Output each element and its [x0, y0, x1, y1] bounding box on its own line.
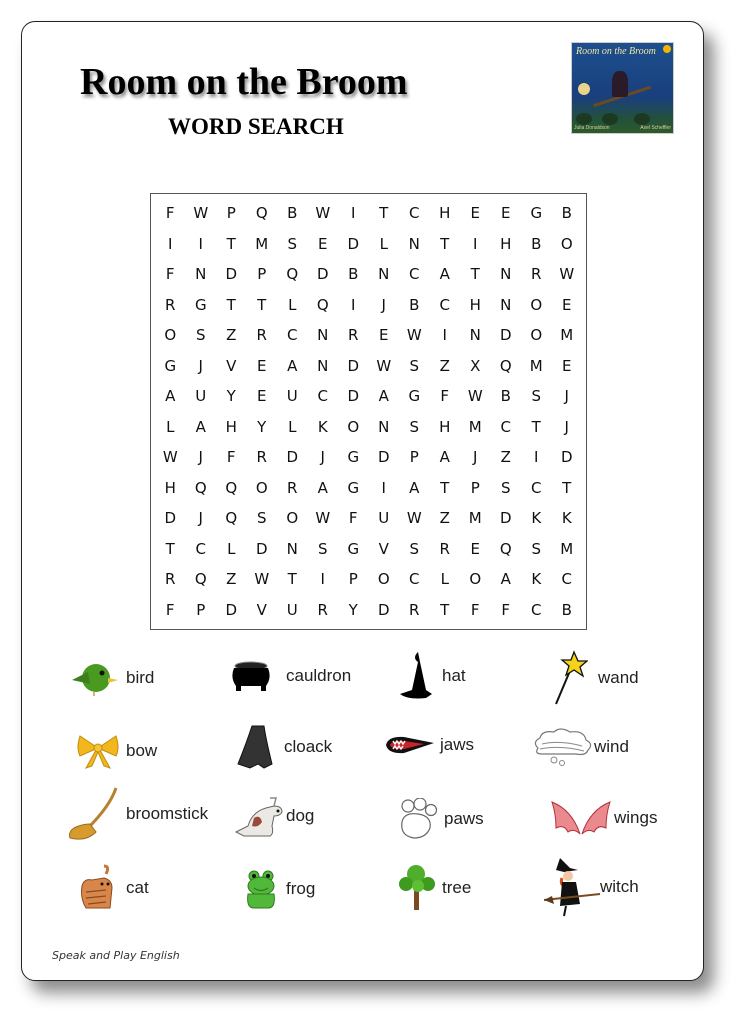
grid-cell[interactable]: O: [530, 326, 543, 345]
grid-cell[interactable]: J: [564, 417, 569, 436]
cloak-icon: [234, 724, 274, 770]
grid-cell[interactable]: D: [377, 600, 390, 619]
grid-cell[interactable]: K: [531, 570, 542, 589]
grid-cell[interactable]: E: [470, 539, 480, 558]
grid-cell[interactable]: J: [320, 448, 325, 467]
word-label: tree: [442, 878, 472, 897]
grid-cell[interactable]: F: [165, 204, 175, 223]
grid-cell[interactable]: P: [409, 448, 419, 467]
word-item-wand: [550, 650, 639, 706]
cover-authors: Julia Donaldson Axel Scheffler: [574, 125, 671, 131]
grid-cell[interactable]: R: [348, 326, 359, 345]
word-item-paws: [398, 798, 484, 840]
grid-cell[interactable]: W: [406, 509, 422, 528]
grid-cell[interactable]: S: [317, 539, 328, 558]
grid-cell[interactable]: I: [351, 295, 356, 314]
witch-icon: [542, 856, 602, 918]
bird-icon: [70, 658, 122, 698]
grid-cell[interactable]: Q: [286, 265, 299, 284]
grid-cell[interactable]: C: [531, 600, 542, 619]
grid-cell[interactable]: N: [500, 265, 512, 284]
grid-cell[interactable]: E: [257, 387, 267, 406]
cover-title: Room on the Broom: [576, 46, 656, 57]
grid-cell[interactable]: Y: [257, 417, 267, 436]
grid-cell[interactable]: T: [531, 417, 541, 436]
word-item-wind: [530, 726, 629, 768]
grid-cell[interactable]: W: [376, 356, 392, 375]
word-item-bird: [70, 658, 154, 698]
grid-cell[interactable]: O: [469, 570, 482, 589]
grid-cell[interactable]: T: [440, 478, 450, 497]
grid-cell[interactable]: J: [564, 387, 569, 406]
grid-cell[interactable]: I: [534, 448, 539, 467]
grid-cell[interactable]: O: [347, 417, 360, 436]
grid-cell[interactable]: G: [530, 204, 543, 223]
grid-cell[interactable]: A: [409, 478, 420, 497]
grid-cell[interactable]: Y: [348, 600, 358, 619]
grid-cell[interactable]: T: [287, 570, 297, 589]
grid-cell[interactable]: H: [225, 417, 237, 436]
grid-cell[interactable]: R: [256, 448, 267, 467]
worksheet-page: [21, 21, 704, 981]
grid-cell[interactable]: C: [409, 204, 420, 223]
grid-cell[interactable]: R: [439, 539, 450, 558]
witch-hat-icon: [398, 650, 436, 702]
grid-cell[interactable]: Q: [499, 539, 512, 558]
grid-cell[interactable]: N: [195, 265, 207, 284]
grid-cell[interactable]: A: [165, 387, 176, 406]
grid-cell[interactable]: W: [467, 387, 483, 406]
grid-cell[interactable]: Z: [226, 326, 237, 345]
grid-cell[interactable]: P: [470, 478, 480, 497]
grid-cell[interactable]: R: [165, 570, 176, 589]
word-item-cloack: [234, 724, 332, 770]
word-label: cat: [126, 878, 149, 897]
grid-cell[interactable]: A: [439, 448, 450, 467]
word-label: wand: [598, 668, 639, 687]
grid-cell[interactable]: U: [286, 600, 298, 619]
word-item-hat: [398, 650, 466, 702]
grid-cell[interactable]: C: [439, 295, 450, 314]
grid-cell[interactable]: S: [531, 539, 542, 558]
frog-icon: [244, 868, 278, 910]
grid-cell[interactable]: C: [317, 387, 328, 406]
page-title: Room on the Broom: [80, 61, 408, 103]
grid-cell[interactable]: M: [529, 356, 543, 375]
grid-cell[interactable]: Q: [499, 356, 512, 375]
grid-cell[interactable]: I: [381, 478, 386, 497]
grid-cell[interactable]: N: [317, 356, 329, 375]
grid-cell[interactable]: B: [500, 387, 511, 406]
grid-cell[interactable]: T: [470, 265, 480, 284]
word-item-tree: [398, 864, 471, 912]
grid-cell[interactable]: A: [287, 356, 298, 375]
grid-cell[interactable]: D: [347, 387, 360, 406]
grid-cell[interactable]: G: [408, 387, 421, 406]
grid-cell[interactable]: C: [287, 326, 298, 345]
broomstick-icon: [66, 786, 120, 842]
grid-cell[interactable]: M: [560, 539, 574, 558]
grid-cell[interactable]: R: [531, 265, 542, 284]
grid-cell[interactable]: G: [347, 448, 360, 467]
word-item-cat: [76, 864, 149, 912]
grid-cell[interactable]: O: [560, 234, 573, 253]
grid-cell[interactable]: K: [317, 417, 328, 436]
grid-cell[interactable]: O: [255, 478, 268, 497]
grid-cell[interactable]: L: [227, 539, 236, 558]
grid-cell[interactable]: B: [287, 204, 298, 223]
grid-cell[interactable]: T: [257, 295, 267, 314]
grid-cell[interactable]: S: [409, 539, 420, 558]
grid-cell[interactable]: D: [499, 326, 512, 345]
grid-cell[interactable]: T: [440, 234, 450, 253]
grid-cell[interactable]: N: [378, 417, 390, 436]
grid-cell[interactable]: I: [351, 204, 356, 223]
grid-cell[interactable]: F: [348, 509, 358, 528]
grid-cell[interactable]: R: [317, 600, 328, 619]
grid-cell[interactable]: R: [409, 600, 420, 619]
grid-cell[interactable]: L: [288, 295, 297, 314]
grid-cell[interactable]: S: [256, 509, 267, 528]
grid-cell[interactable]: W: [315, 509, 331, 528]
grid-cell[interactable]: J: [381, 295, 386, 314]
grid-cell[interactable]: Y: [226, 387, 236, 406]
grid-cell[interactable]: R: [256, 326, 267, 345]
grid-cell[interactable]: H: [439, 204, 451, 223]
word-label: dog: [286, 806, 315, 825]
footer-credit: Speak and Play English: [52, 949, 180, 962]
grid-cell[interactable]: S: [531, 387, 542, 406]
bow-icon: [76, 732, 120, 770]
grid-cell[interactable]: C: [195, 539, 206, 558]
grid-cell[interactable]: K: [561, 509, 572, 528]
grid-cell[interactable]: Z: [226, 570, 237, 589]
grid-cell[interactable]: D: [164, 509, 177, 528]
grid-cell[interactable]: E: [501, 204, 511, 223]
grid-cell[interactable]: F: [440, 387, 450, 406]
grid-cell[interactable]: V: [226, 356, 237, 375]
grid-cell[interactable]: P: [226, 204, 236, 223]
grid-cell[interactable]: G: [164, 356, 177, 375]
word-item-witch: [542, 856, 639, 918]
grid-cell[interactable]: W: [162, 448, 178, 467]
grid-cell[interactable]: Z: [439, 356, 450, 375]
paw-icon: [398, 798, 438, 840]
grid-cell[interactable]: V: [256, 600, 267, 619]
grid-cell[interactable]: R: [165, 295, 176, 314]
grid-cell[interactable]: A: [500, 570, 511, 589]
grid-cell[interactable]: O: [530, 295, 543, 314]
word-label: hat: [442, 666, 466, 685]
word-list: [22, 22, 703, 980]
word-label: cauldron: [286, 666, 352, 685]
grid-cell[interactable]: Z: [500, 448, 511, 467]
grid-cell[interactable]: C: [561, 570, 572, 589]
grid-cell[interactable]: R: [287, 478, 298, 497]
grid-cell[interactable]: A: [195, 417, 206, 436]
grid-cell[interactable]: H: [500, 234, 512, 253]
grid-cell[interactable]: L: [166, 417, 175, 436]
grid-cell[interactable]: J: [198, 448, 203, 467]
word-label: broomstick: [126, 804, 209, 823]
grid-cell[interactable]: O: [164, 326, 177, 345]
grid-cell[interactable]: E: [379, 326, 389, 345]
word-item-wings: [550, 800, 657, 836]
grid-cell[interactable]: G: [347, 478, 360, 497]
grid-cell[interactable]: T: [440, 600, 450, 619]
word-label: wind: [594, 737, 629, 756]
grid-cell[interactable]: D: [225, 265, 238, 284]
grid-cell[interactable]: T: [226, 295, 236, 314]
wind-icon: [530, 726, 594, 768]
grid-cell[interactable]: N: [286, 539, 298, 558]
grid-cell[interactable]: Q: [194, 478, 207, 497]
grid-cell[interactable]: P: [196, 600, 206, 619]
grid-cell[interactable]: B: [409, 295, 420, 314]
grid-cell[interactable]: J: [198, 356, 203, 375]
word-item-dog: [234, 794, 314, 838]
grid-cell[interactable]: D: [347, 234, 360, 253]
grid-cell[interactable]: Q: [255, 204, 268, 223]
word-label: wings: [614, 808, 658, 827]
grid-cell[interactable]: C: [409, 265, 420, 284]
grid-cell[interactable]: Q: [194, 570, 207, 589]
grid-cell[interactable]: A: [317, 478, 328, 497]
wand-icon: [550, 650, 588, 706]
grid-cell[interactable]: I: [198, 234, 203, 253]
grid-cell[interactable]: S: [195, 326, 206, 345]
grid-cell[interactable]: U: [195, 387, 207, 406]
grid-cell[interactable]: N: [378, 265, 390, 284]
grid-cell[interactable]: F: [470, 600, 480, 619]
grid-cell[interactable]: K: [531, 509, 542, 528]
grid-cell[interactable]: T: [226, 234, 236, 253]
jaws-icon: [384, 734, 436, 756]
grid-cell[interactable]: Q: [316, 295, 329, 314]
grid-cell[interactable]: Q: [225, 509, 238, 528]
grid-cell[interactable]: G: [347, 539, 360, 558]
word-item-jaws: [384, 734, 474, 756]
grid-cell[interactable]: O: [377, 570, 390, 589]
grid-cell[interactable]: I: [320, 570, 325, 589]
grid-cell[interactable]: C: [409, 570, 420, 589]
grid-cell[interactable]: B: [348, 265, 359, 284]
grid-cell[interactable]: W: [315, 204, 331, 223]
grid-cell[interactable]: V: [378, 539, 389, 558]
grid-cell[interactable]: D: [347, 356, 360, 375]
grid-cell[interactable]: H: [469, 295, 481, 314]
grid-cell[interactable]: U: [378, 509, 390, 528]
grid-cell[interactable]: E: [470, 204, 480, 223]
grid-cell[interactable]: H: [439, 417, 451, 436]
grid-cell[interactable]: D: [225, 600, 238, 619]
grid-cell[interactable]: F: [226, 448, 236, 467]
cat-icon: [76, 864, 116, 912]
grid-cell[interactable]: F: [165, 600, 175, 619]
grid-cell[interactable]: J: [473, 448, 478, 467]
grid-cell[interactable]: J: [198, 509, 203, 528]
grid-cell[interactable]: G: [194, 295, 207, 314]
grid-cell[interactable]: E: [562, 295, 572, 314]
grid-cell[interactable]: L: [379, 234, 388, 253]
word-label: paws: [444, 809, 484, 828]
grid-cell[interactable]: O: [286, 509, 299, 528]
grid-cell[interactable]: W: [254, 570, 270, 589]
grid-cell[interactable]: B: [561, 204, 572, 223]
grid-cell[interactable]: M: [468, 509, 482, 528]
wings-icon: [550, 800, 612, 836]
grid-cell[interactable]: E: [562, 356, 572, 375]
word-label: bow: [126, 741, 158, 760]
dog-icon: [234, 794, 286, 838]
grid-cell[interactable]: A: [378, 387, 389, 406]
grid-cell[interactable]: L: [440, 570, 449, 589]
grid-cell[interactable]: C: [500, 417, 511, 436]
grid-cell[interactable]: S: [287, 234, 298, 253]
grid-cell[interactable]: N: [500, 295, 512, 314]
grid-cell[interactable]: B: [531, 234, 542, 253]
grid-cell[interactable]: D: [316, 265, 329, 284]
grid-cell[interactable]: P: [348, 570, 358, 589]
grid-cell[interactable]: S: [409, 417, 420, 436]
grid-cell[interactable]: S: [409, 356, 420, 375]
page-subtitle: WORD SEARCH: [168, 114, 344, 139]
tree-icon: [398, 864, 436, 912]
word-label: cloack: [284, 737, 333, 756]
grid-cell[interactable]: M: [560, 326, 574, 345]
grid-cell[interactable]: M: [468, 417, 482, 436]
grid-cell[interactable]: E: [318, 234, 328, 253]
grid-cell[interactable]: Q: [225, 478, 238, 497]
grid-cell[interactable]: F: [165, 265, 175, 284]
word-label: jaws: [440, 735, 475, 754]
word-label: bird: [126, 668, 155, 687]
grid-cell[interactable]: D: [286, 448, 299, 467]
grid-cell[interactable]: U: [286, 387, 298, 406]
grid-cell[interactable]: N: [408, 234, 420, 253]
grid-cell[interactable]: S: [500, 478, 511, 497]
grid-cell[interactable]: H: [164, 478, 176, 497]
word-label: frog: [286, 879, 316, 898]
grid-cell[interactable]: D: [499, 509, 512, 528]
grid-cell[interactable]: I: [473, 234, 478, 253]
grid-cell[interactable]: I: [442, 326, 447, 345]
grid-cell[interactable]: N: [469, 326, 481, 345]
word-item-frog: [244, 868, 315, 910]
word-item-bow: [76, 732, 157, 770]
grid-cell[interactable]: X: [470, 356, 481, 375]
grid-cell[interactable]: T: [562, 478, 572, 497]
grid-cell[interactable]: F: [501, 600, 511, 619]
grid-cell[interactable]: N: [317, 326, 329, 345]
grid-cell[interactable]: W: [559, 265, 575, 284]
grid-cell[interactable]: W: [193, 204, 209, 223]
word-item-broomstick: [66, 786, 208, 842]
grid-cell[interactable]: Z: [439, 509, 450, 528]
grid-cell[interactable]: D: [377, 448, 390, 467]
grid-cell[interactable]: B: [561, 600, 572, 619]
word-item-cauldron: [230, 658, 351, 694]
grid-cell[interactable]: T: [165, 539, 175, 558]
grid-cell[interactable]: M: [255, 234, 269, 253]
grid-cell[interactable]: I: [168, 234, 173, 253]
grid-cell[interactable]: T: [379, 204, 389, 223]
grid-cell[interactable]: E: [257, 356, 267, 375]
grid-cell[interactable]: W: [406, 326, 422, 345]
grid-cell[interactable]: D: [255, 539, 268, 558]
grid-cell[interactable]: C: [531, 478, 542, 497]
grid-cell[interactable]: D: [560, 448, 573, 467]
word-label: witch: [600, 877, 639, 896]
grid-cell[interactable]: L: [288, 417, 297, 436]
cauldron-icon: [230, 658, 272, 694]
grid-cell[interactable]: P: [257, 265, 267, 284]
grid-cell[interactable]: A: [439, 265, 450, 284]
